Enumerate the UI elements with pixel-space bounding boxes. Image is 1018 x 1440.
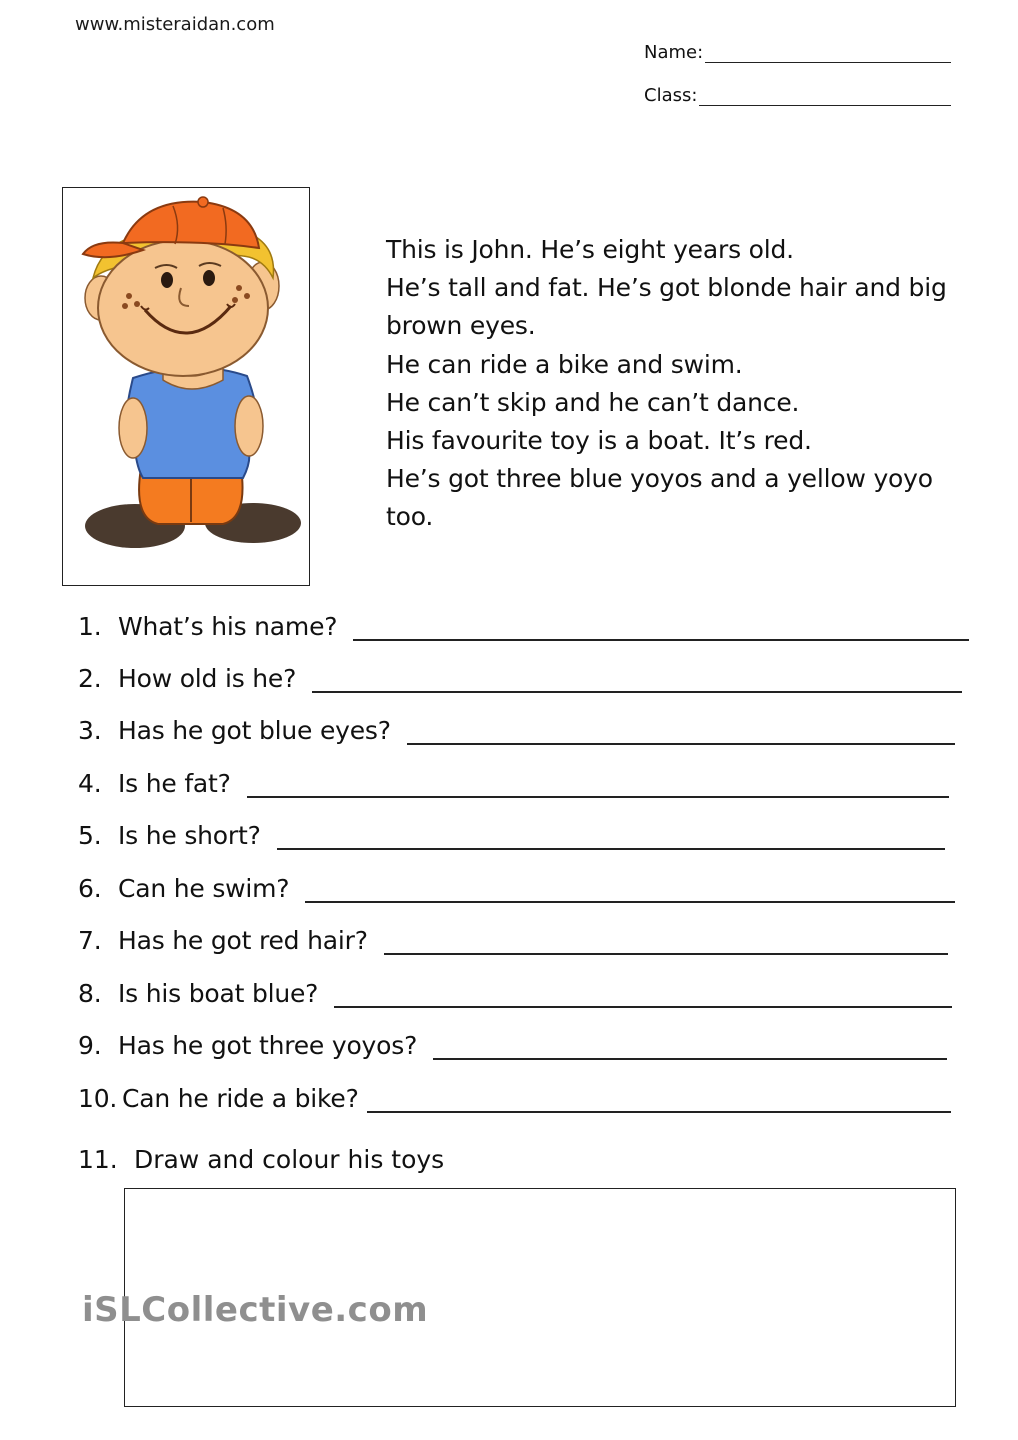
question-text: Can he ride a bike? (122, 1084, 359, 1113)
watermark: iSLCollective.com (82, 1290, 429, 1330)
story-line: His favourite toy is a boat. It’s red. (386, 426, 812, 456)
question-number: 7. (78, 926, 102, 955)
draw-task-text: Draw and colour his toys (133, 1145, 445, 1174)
name-field[interactable] (644, 42, 951, 63)
question-number: 6. (78, 874, 102, 903)
answer-line[interactable] (433, 1032, 947, 1060)
question-number: 4. (78, 769, 102, 798)
answer-line[interactable] (367, 1085, 951, 1113)
question-number: 9. (78, 1031, 102, 1060)
answer-line[interactable] (353, 613, 969, 641)
question-text: How old is he? (118, 664, 297, 693)
question-number: 11. (78, 1145, 118, 1174)
answer-line[interactable] (312, 665, 962, 693)
question-number: 8. (78, 979, 102, 1008)
question-item (78, 1084, 951, 1113)
story-text (386, 231, 986, 537)
question-number: 1. (78, 612, 102, 641)
question-item (78, 769, 949, 798)
cap (123, 202, 259, 248)
answer-line[interactable] (247, 770, 949, 798)
class-line[interactable] (699, 85, 951, 106)
question-text: Is he short? (118, 821, 261, 850)
question-item (78, 979, 952, 1008)
story-line: too. (386, 502, 434, 532)
question-item (78, 664, 962, 693)
question-text: Has he got three yoyos? (118, 1031, 418, 1060)
class-label: Class: (644, 85, 698, 106)
story-line: This is John. He’s eight years old. (386, 235, 794, 264)
question-item (78, 716, 955, 745)
draw-task (78, 1145, 444, 1174)
answer-line[interactable] (305, 875, 955, 903)
story-line: He can ride a bike and swim. (386, 349, 743, 379)
question-item (78, 926, 948, 955)
question-number: 2. (78, 664, 102, 693)
answer-line[interactable] (384, 927, 948, 955)
boy-cartoon-icon (63, 188, 309, 585)
question-text: What’s his name? (118, 612, 338, 641)
site-url: www.misteraidan.com (75, 14, 275, 35)
story-line: He’s got three blue yoyos and a yellow yoyo (386, 464, 933, 494)
question-item (78, 874, 955, 903)
answer-line[interactable] (334, 980, 952, 1008)
answer-line[interactable] (407, 717, 955, 745)
question-item (78, 612, 969, 641)
question-item (78, 1031, 947, 1060)
name-label: Name: (644, 42, 704, 63)
story-line: He can’t skip and he can’t dance. (386, 387, 800, 417)
question-text: Can he swim? (118, 874, 290, 903)
question-text: Has he got blue eyes? (118, 716, 391, 745)
question-item (78, 821, 945, 850)
question-number: 10. (78, 1084, 118, 1113)
question-text: Is his boat blue? (118, 979, 319, 1008)
picture-frame (62, 187, 310, 586)
name-line[interactable] (705, 42, 951, 63)
story-line: brown eyes. (386, 311, 536, 341)
class-field[interactable] (644, 85, 951, 106)
question-text: Has he got red hair? (118, 926, 368, 955)
answer-line[interactable] (277, 822, 945, 850)
question-text: Is he fat? (118, 769, 231, 798)
question-number: 3. (78, 716, 102, 745)
question-number: 5. (78, 821, 102, 850)
story-line: He’s tall and fat. He’s got blonde hair and big (386, 273, 947, 303)
